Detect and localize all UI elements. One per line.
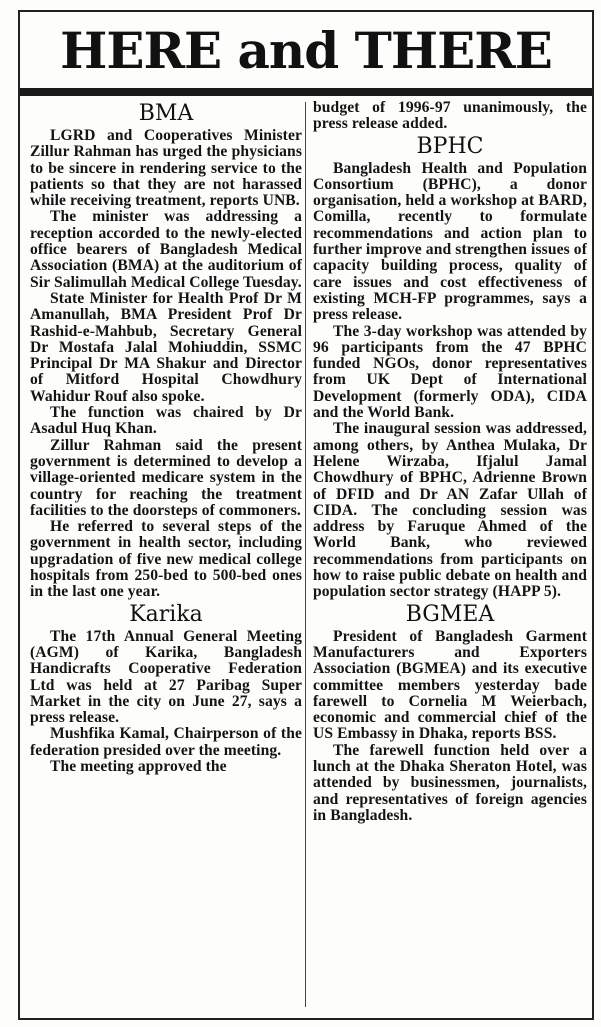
bphc-paragraph: The 3-day workshop was attended by 96 participants from the 47 BPHC funded NGOs, donor representatives from UK Dept of International Development (formerly ODA), CIDA and the World Bank. [313, 322, 587, 422]
right-column [313, 100, 587, 1010]
masthead-rule [20, 88, 592, 96]
bma-paragraph: LGRD and Cooperatives Minister Zillur Rahman has urged the physicians to be sincere in rendering service to the patients so that they are not harassed while receiving treatment, reports UNB. [30, 127, 302, 210]
section-heading-bgmea: BGMEA [405, 601, 495, 627]
section-heading-karika: Karika [129, 601, 203, 627]
bma-paragraph: State Minister for Health Prof Dr M Amanullah, BMA President Prof Dr Rashid-e-Mahbub, Secretary General Dr Mostafa Jalal Mohiuddin, SSMC Principal Dr MA Shakur and Director of Mitford Hospital Chowdhury Wahidur Rouf also spoke. [30, 289, 302, 405]
masthead-title: HERE and THERE [60, 21, 552, 80]
column-divider [305, 102, 306, 1007]
bphc-paragraph: Bangladesh Health and Population Consortium (BPHC), a donor organisation, held a workshop at BARD, Comilla, recently to formulate recommendations and action plan to further improve and strengthen issues of capacity building process, quality of care issues and cost effectiveness of existing MCH-FP programmes, says a press release. [313, 159, 587, 324]
karika-paragraph: Mushfika Kamal, Chairperson of the federation presided over the meeting. [30, 725, 302, 759]
left-column [30, 100, 302, 1010]
section-heading-bphc: BPHC [416, 133, 484, 159]
bphc-paragraph: The inaugural session was addressed, among others, by Anthea Mulaka, Dr Helene Wirzaba, Ifjalul Jamal Chowdhury of BPHC, Adrienne Brown of DFID and Dr AN Zafar Ullah of CIDA. The concluding session was address by Faruque Ahmed of the World Bank, who reviewed recommendations from participants on how to raise public debate on health and population sector strategy (HAPP 5). [313, 420, 587, 601]
bma-paragraph: The minister was addressing a reception accorded to the newly-elected office bearers of Bangladesh Medical Association (BMA) at the auditorium of Sir Salimullah Medical College Tuesday. [30, 208, 302, 291]
bgmea-paragraph: President of Bangladesh Garment Manufacturers and Exporters Association (BGMEA) and its executive committee members yesterday bade farewell to Cornelia M Weierbach, economic and commercial chief of the US Embassy in Dhaka, reports BSS. [313, 627, 587, 743]
masthead [20, 14, 592, 90]
bma-paragraph: He referred to several steps of the government in health sector, including upgradation of five new medical college hospitals from 250-bed to 500-bed ones in the last one year. [30, 518, 302, 601]
bma-paragraph: The function was chaired by Dr Asadul Huq Khan. [30, 404, 302, 438]
karika-paragraph: The 17th Annual General Meeting (AGM) of Karika, Bangladesh Handicrafts Cooperative Federation Ltd was held at 27 Paribag Super Market in the city on June 27, says a press release. [30, 627, 302, 727]
bgmea-paragraph: The farewell function held over a lunch at the Dhaka Sheraton Hotel, was attended by businessmen, journalists, and representatives of foreign agencies in Bangladesh. [313, 741, 587, 824]
section-heading-bma: BMA [138, 101, 194, 126]
karika-continued-paragraph: budget of 1996-97 unanimously, the press release added. [313, 100, 587, 133]
bma-paragraph: Zillur Rahman said the present government is determined to develop a village-oriented medicare system in the country for reaching the treatment facilities to the doorsteps of commoners. [30, 436, 302, 519]
karika-paragraph: The meeting approved the [50, 757, 227, 775]
